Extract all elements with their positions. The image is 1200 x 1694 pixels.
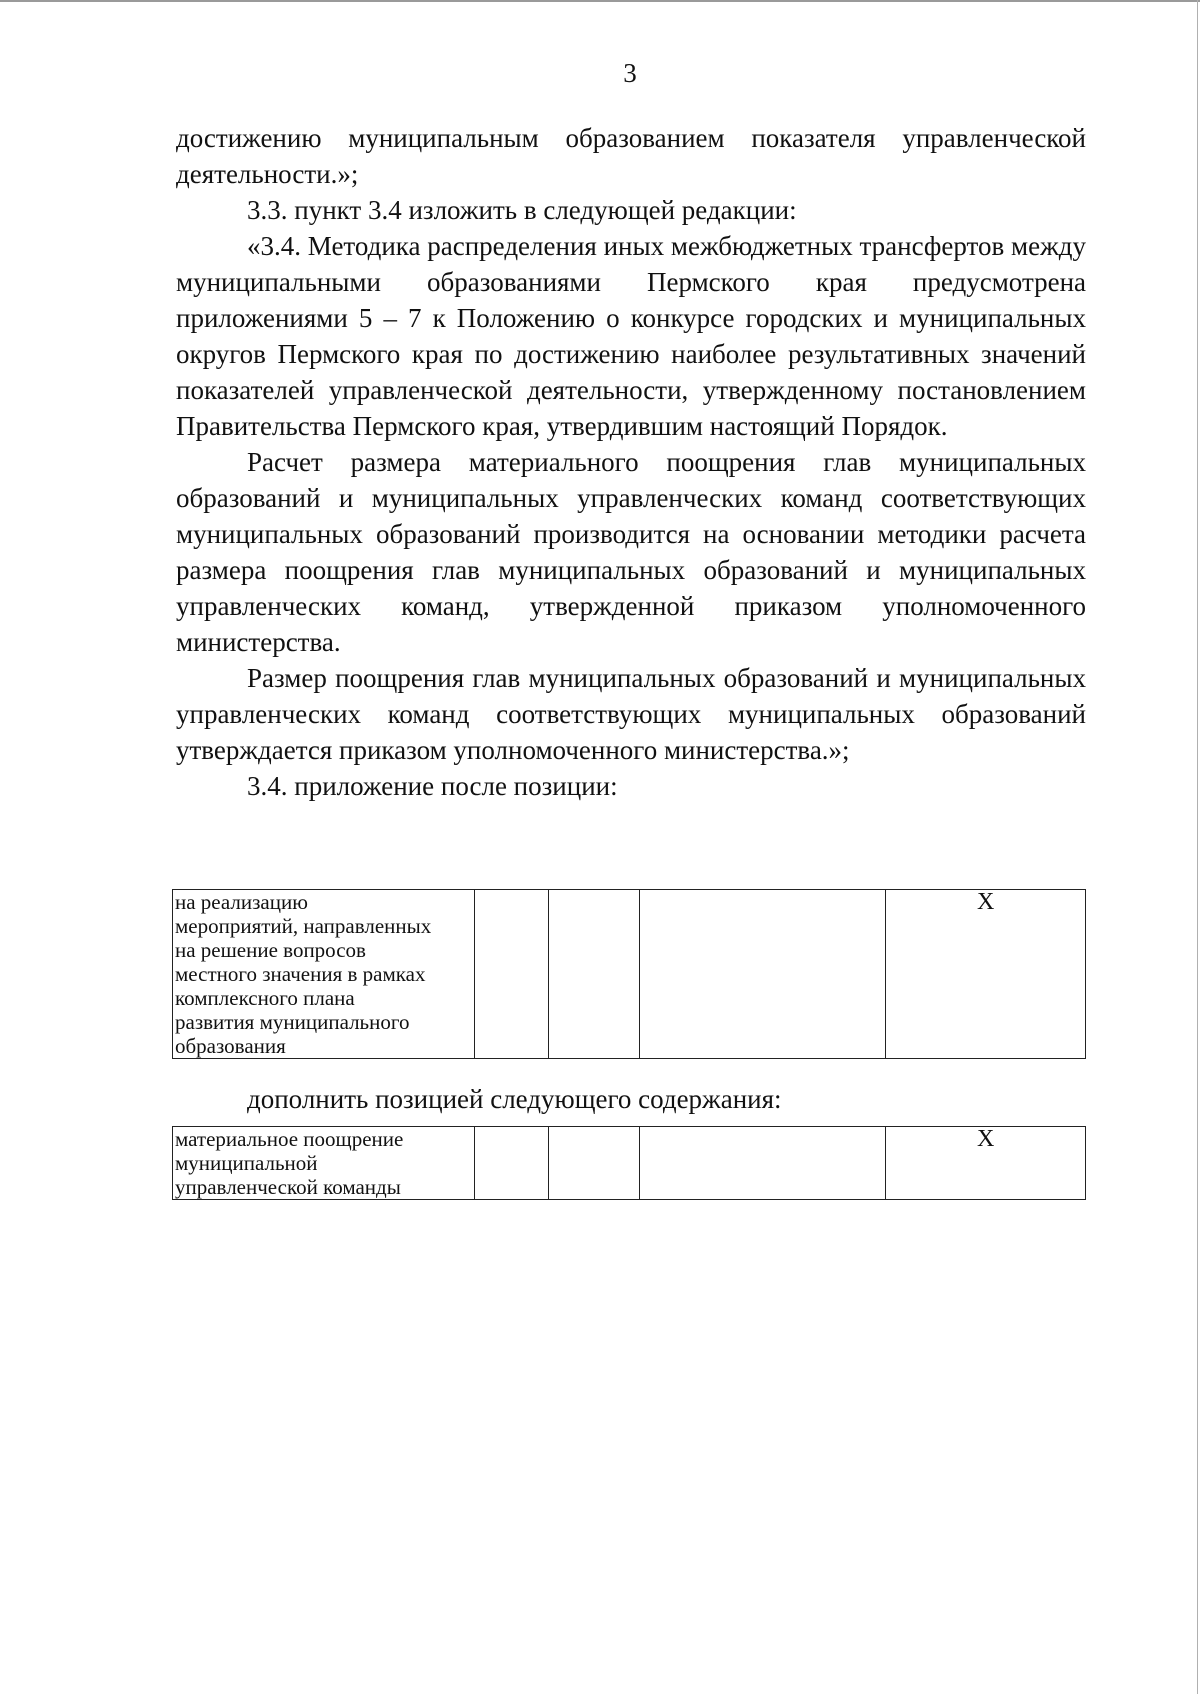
table-cell-name [173,890,475,1059]
paragraph-clause-3-4: «3.4. Методика распределения иных межбюджетных трансфертов между муниципальными образованиями Пермского края предусмотрена приложениями 5 – 7 к Положению о конкурсе городских и муниципальных округов Пермского края по достижению наиболее результативных значений показателей управленческой деятельности, утвержденному постановлением Правительства Пермского края, утвердившим настоящий Порядок. [176,231,1086,441]
cell-text-line: местного значения в рамках [175,962,426,986]
cell-text-line: на решение вопросов [175,938,366,962]
cell-text-line: муниципальной [175,1151,318,1175]
cell-text-line: на реализацию [175,890,308,914]
paragraph-continuation: достижению муниципальным образованием показателя управленческой деятельности.»; [176,123,1086,189]
cell-text-line: материальное поощрение [175,1127,404,1151]
paragraph-add-position: дополнить позицией следующего содержания: [247,1084,782,1114]
body-text-middle [176,1081,1086,1117]
table-cell-empty [640,890,886,1059]
table-cell-empty [549,890,640,1059]
paragraph-calculation: Расчет размера материального поощрения глав муниципальных образований и муниципальных управленческих команд соответствующих муниципальных образований производится на основании методики расчета размера поощрения глав муниципальных образований и муниципальных управленческих команд, утвержденной приказом уполномоченного министерства. [176,447,1086,657]
table-cell-name [173,1127,475,1200]
table-row [173,890,1086,1059]
table-existing-position [172,889,1086,1059]
body-text-upper [176,120,1086,804]
scan-edge-right [1197,0,1198,1694]
table-new-position [172,1126,1086,1200]
cell-text-line: управленческой команды [175,1175,401,1199]
cell-text-line: мероприятий, направленных [175,914,432,938]
cell-text-line: комплексного плана [175,986,355,1010]
paragraph-item-3-4: 3.4. приложение после позиции: [247,771,618,801]
table-cell-empty [640,1127,886,1200]
table-cell-mark: Х [886,1127,1086,1200]
scan-edge-top [0,0,1200,2]
table-cell-empty [474,1127,549,1200]
table-cell-empty [549,1127,640,1200]
table-cell-mark: Х [886,890,1086,1059]
paragraph-reward-size: Размер поощрения глав муниципальных образований и муниципальных управленческих команд соответствующих муниципальных образований утверждается приказом уполномоченного министерства.»; [176,663,1086,765]
cell-text-line: развития муниципального [175,1010,410,1034]
page-number: 3 [623,58,637,88]
table-cell-empty [474,890,549,1059]
table-row [173,1127,1086,1200]
cell-text-line: образования [175,1034,286,1058]
paragraph-item-3-3: 3.3. пункт 3.4 изложить в следующей редакции: [247,195,797,225]
